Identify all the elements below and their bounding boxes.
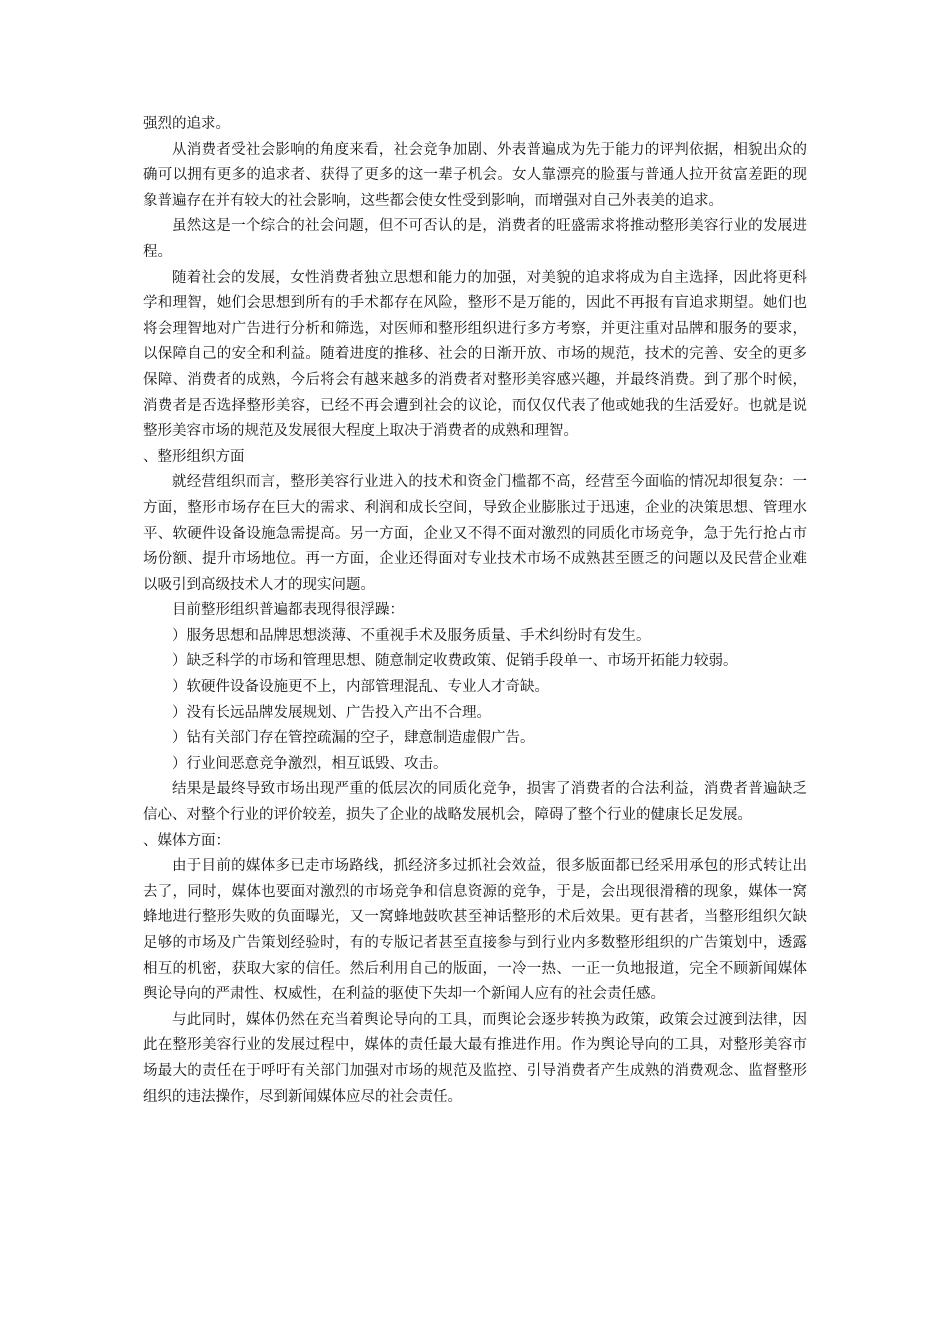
list-item: ）没有长远品牌发展规划、广告投入产出不合理。 (172, 704, 491, 721)
paragraph-consumer-maturity: 随着社会的发展，女性消费者独立思想和能力的加强，对美貌的追求将成为自主选择，因此将更科学和理智，她们会思想到所有的手术都存在风险，整形不是万能的，因此不再报有盲追求期望。她们也将会理智地对广告进行分析和筛选，对医师和整形组织进行多方考察，并更注重对品牌和服务的要求，以保障自己的安全和利益。随着进度的推移、社会的日渐开放、市场的规范，技术的完善、安全的更多保障、消费者的成熟，今后将会有越来越多的消费者对整形美容感兴趣，并最终消费。到了那个时候，消费者是否选择整形美容，已经不再会遭到社会的议论，而仅仅代表了他或她我的生活爱好。也就是说整形美容市场的规范及发展很大程度上取决于消费者的成熟和理智。 (143, 269, 807, 440)
section-heading-media: 、媒体方面： (143, 832, 230, 849)
paragraph-media-responsibility: 与此同时，媒体仍然在充当着舆论导向的工具，而舆论会逐步转换为政策，政策会过渡到法律，因此在整形美容行业的发展过程中，媒体的责任最大最有推进作用。作为舆论导向的工具，对整形美容市场最大的责任在于呼吁有关部门加强对市场的规范及监控、引导消费者产生成熟的消费观念、监督整形组织的违法操作，尽到新闻媒体应尽的社会责任。 (143, 1011, 807, 1105)
list-item: ）钻有关部门存在管控疏漏的空子，肆意制造虚假广告。 (172, 730, 535, 747)
document-body (143, 112, 807, 1110)
list-item: ）服务思想和品牌思想淡薄、不重视手术及服务质量、手术纠纷时有发生。 (172, 627, 651, 644)
paragraph-organization-intro: 目前整形组织普遍都表现得很浮躁： (172, 602, 404, 619)
list-item: ）行业间恶意竞争激烈，相互诋毁、攻击。 (172, 755, 448, 772)
list-item: ）缺乏科学的市场和管理思想、随意制定收费政策、促销手段单一、市场开拓能力较弱。 (172, 653, 738, 670)
paragraph-social-issue: 虽然这是一个综合的社会问题，但不可否认的是，消费者的旺盛需求将推动整形美容行业的发展进程。 (143, 218, 807, 260)
paragraph-media-market: 由于目前的媒体多已走市场路线，抓经济多过抓社会效益，很多版面都已经采用承包的形式转让出去了，同时，媒体也要面对激烈的市场竞争和信息资源的竞争，于是，会出现很滑稽的现象，媒体一窝蜂地进行整形失败的负面曝光，又一窝蜂地鼓吹甚至神话整形的术后效果。更有甚者，当整形组织欠缺足够的市场及广告策划经验时，有的专版记者甚至直接参与到行业内多数整形组织的广告策划中，透露相互的机密，获取大家的信任。然后利用自己的版面，一冷一热、一正一负地报道，完全不顾新闻媒体舆论导向的严肃性、权威性，在利益的驱使下失却一个新闻人应有的社会责任感。 (143, 858, 807, 1003)
paragraph-organization-situation: 就经营组织而言，整形美容行业进入的技术和资金门槛都不高，经营至今面临的情况却很复杂：一方面，整形市场存在巨大的需求、利润和成长空间，导致企业膨胀过于迅速，企业的决策思想、管理水平、软硬件设备设施急需提高。另一方面，企业又不得不面对激烈的同质化市场竞争，急于先行抢占市场份额、提升市场地位。再一方面，企业还得面对专业技术市场不成熟甚至匮乏的问题以及民营企业难以吸引到高级技术人才的现实问题。 (143, 474, 807, 593)
paragraph-continuation: 强烈的追求。 (143, 116, 230, 132)
list-item: ）软硬件设备设施更不上，内部管理混乱、专业人才奇缺。 (172, 679, 549, 696)
section-heading-organizations: 、整形组织方面 (143, 448, 245, 465)
paragraph-result: 结果是最终导致市场出现严重的低层次的同质化竞争，损害了消费者的合法利益，消费者普遍缺乏信心、对整个行业的评价较差，损失了企业的战略发展机会，障碍了整个行业的健康长足发展。 (143, 781, 807, 824)
paragraph-consumer-social-influence: 从消费者受社会影响的角度来看，社会竞争加剧、外表普遍成为先于能力的评判依据，相貌出众的确可以拥有更多的追求者、获得了更多的这一辈子机会。女人靠漂亮的脸蛋与普通人拉开贫富差距的现象普遍存在并有较大的社会影响，这些都会使女性受到影响，而增强对自己外表美的追求。 (143, 141, 807, 209)
